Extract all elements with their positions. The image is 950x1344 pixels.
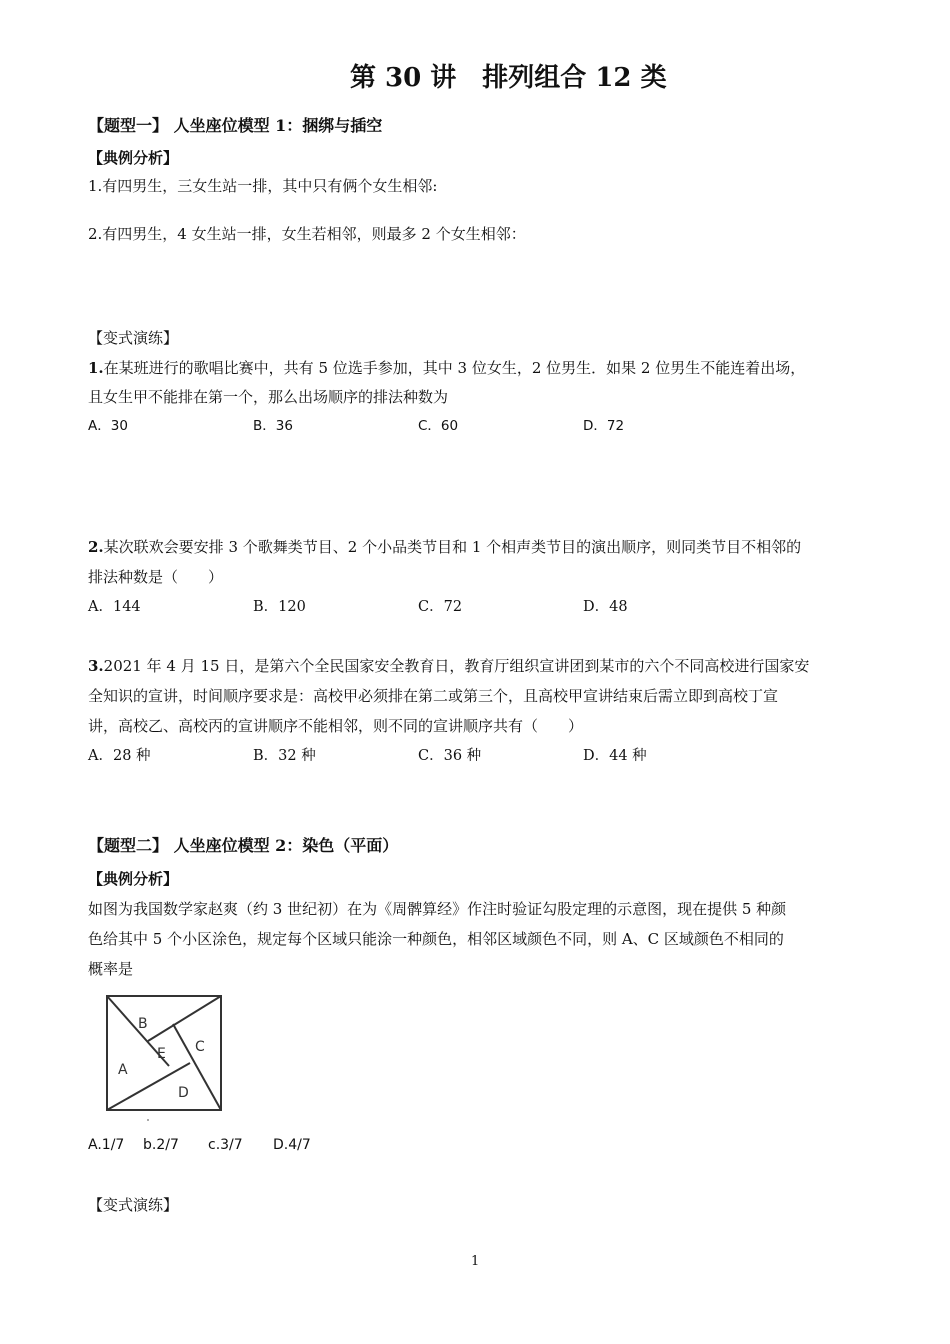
question-1-option-a: A．30 [88,418,128,434]
region-label-d: D [178,1085,189,1101]
question-2-option-c: C．72 [418,599,463,615]
question-1-line-1 [88,358,805,378]
region-label-b: B [138,1016,148,1032]
page-title: 第 30 讲 排列组合 12 类 [350,63,667,93]
example-label-1: 【典例分析】 [88,149,179,167]
practice-label-1: 【变式演练】 [88,329,179,347]
page-number: 1 [471,1254,480,1269]
question-1-line-2: 且女生甲不能排在第一个，那么出场顺序的排法种数为 [88,388,449,406]
section-heading-2: 【题型二】 人坐座位模型 2：染色（平面） [88,836,399,855]
zhao-shuang-diagram [100,990,230,1126]
question-2-line-1 [88,537,801,557]
question-1-number: 1. [88,359,104,377]
question-3-text: 2021 年 4 月 15 日，是第六个全民国家安全教育日，教育厅组织宣讲团到某市的六个不同高校进行国家安 [103,657,810,675]
question-1-option-b: B．36 [253,418,293,434]
division-line-2 [148,996,221,1041]
question-2-option-b: B．120 [253,599,306,615]
question-2-line-2: 排法种数是（ ） [88,568,224,586]
question-1-option-d: D．72 [583,418,625,434]
paragraph-line-1: 如图为我国数学家赵爽（约 3 世纪初）在为《周髀算经》作注时验证勾股定理的示意图，现在提供 5 种颜 [88,900,787,918]
paragraph-line-3: 概率是 [88,960,134,978]
diagram-question-option-a: A.1/7 [88,1137,125,1153]
question-2-text: 某次联欢会要安排 3 个歌舞类节目、2 个小品类节目和 1 个相声类节目的演出顺序，则同类节目不相邻的 [103,538,802,556]
question-3-option-b: B．32 种 [253,748,316,764]
practice-label-2: 【变式演练】 [88,1196,179,1214]
question-3-option-a: A．28 种 [88,748,151,764]
question-2-number: 2. [88,538,104,556]
diagram-question-option-d: D.4/7 [273,1137,311,1153]
example-question-2: 2.有四男生，4 女生站一排，女生若相邻，则最多 2 个女生相邻： [88,225,526,243]
region-label-a: A [118,1062,128,1078]
question-3-number: 3. [88,657,104,675]
question-2-option-d: D．48 [583,599,628,615]
example-question-1: 1.有四男生，三女生站一排，其中只有俩个女生相邻: [88,177,438,195]
diagram-question-option-b: b.2/7 [143,1137,179,1153]
paragraph-line-2: 色给其中 5 个小区涂色，规定每个区域只能涂一种颜色，相邻区域颜色不同，则 A、C 区域颜色不相同的 [88,930,784,948]
section-heading-1: 【题型一】 人坐座位模型 1：捆绑与插空 [88,116,383,135]
diagram-question-option-c: c.3/7 [208,1137,243,1153]
question-3-line-2: 全知识的宣讲，时间顺序要求是：高校甲必须排在第二或第三个，且高校甲宣讲结束后需立即到高校丁宣 [88,687,779,705]
question-3-line-1 [88,656,809,676]
question-1-option-c: C．60 [418,418,459,434]
question-1-text: 在某班进行的歌唱比赛中，共有 5 位选手参加，其中 3 位女生，2 位男生．如果 2 位男生不能连着出场， [103,359,806,377]
region-label-e: E [157,1046,166,1062]
region-label-c: C [195,1039,205,1055]
example-label-2: 【典例分析】 [88,870,179,888]
question-3-option-d: D．44 种 [583,748,647,764]
question-3-line-3: 讲，高校乙、高校丙的宣讲顺序不能相邻，则不同的宣讲顺序共有（ ） [88,717,584,735]
question-3-option-c: C．36 种 [418,748,482,764]
question-2-option-a: A．144 [88,599,141,615]
